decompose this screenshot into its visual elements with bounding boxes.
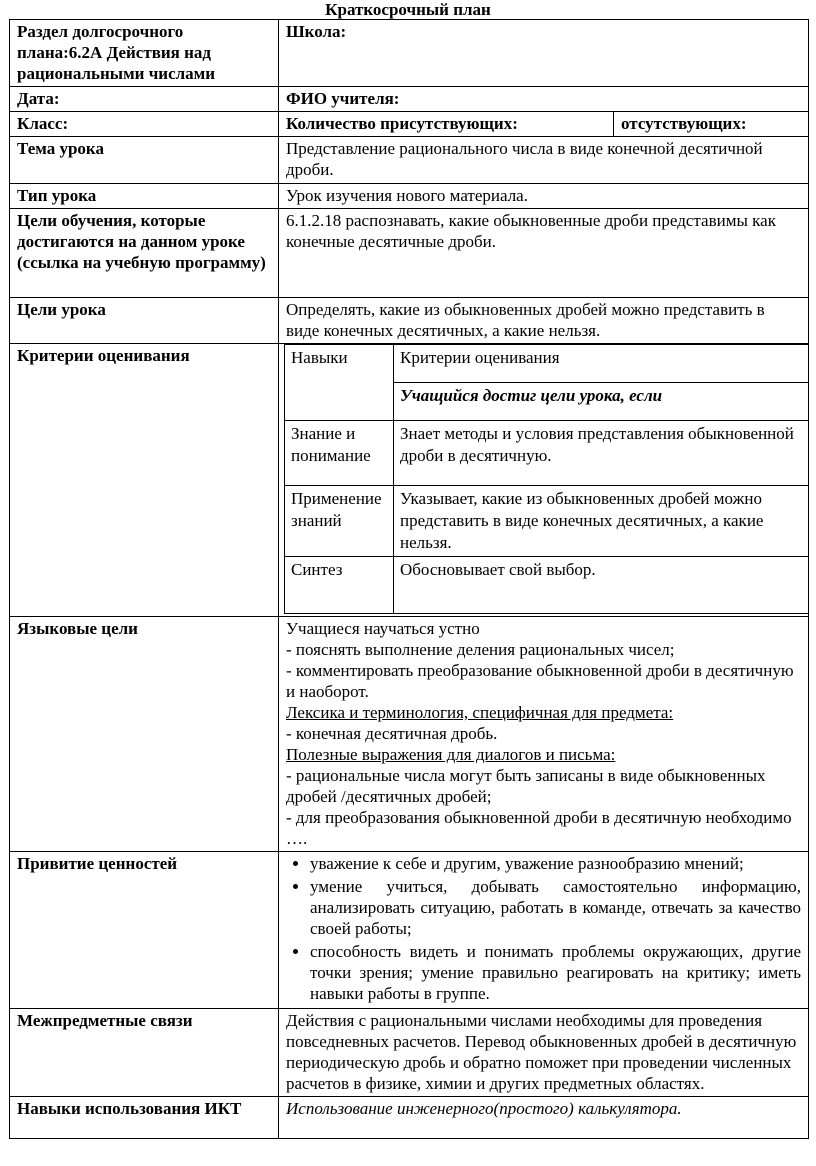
values-value (279, 852, 809, 1009)
criteria-label: Критерии оценивания (10, 344, 279, 617)
phrase-item: - для преобразования обыкновенной дроби в десятичную необходимо …. (286, 808, 792, 848)
values-item: • способность видеть и понимать проблемы окружающих, другие точки зрения; умение правильно реагировать на критику; иметь навыки работы в группе. (310, 941, 801, 1004)
criteria-cell (279, 344, 809, 617)
cross-label: Межпредметные связи (10, 1009, 279, 1097)
criteria-text: Указывает, какие из обыкновенных дробей можно представить в виде конечных десятичных, а какие нельзя. (394, 486, 809, 557)
row-type (10, 184, 809, 209)
type-value: Урок изучения нового материала. (279, 184, 809, 209)
language-value (279, 617, 809, 852)
criteria-row (285, 557, 809, 614)
criteria-text: Знает методы и условия представления обыкновенной дроби в десятичную. (394, 421, 809, 486)
criteria-skill: Знание и понимание (285, 421, 394, 486)
header-row-section (10, 20, 809, 87)
present-label: Количество присутствующих: (279, 112, 614, 137)
criteria-table (284, 344, 809, 614)
ict-label: Навыки использования ИКТ (10, 1097, 279, 1139)
cross-value: Действия с рациональными числами необходимы для проведения повседневных расчетов. Перевод обыкновенных дробей в десятичную периодическую дробь и обратно поможет при проведении численных расчетов в физике, химии и других предметных областях. (279, 1009, 809, 1097)
row-values (10, 852, 809, 1009)
row-topic (10, 137, 809, 184)
criteria-text: Обосновывает свой выбор. (394, 557, 809, 614)
values-item: • умение учиться, добывать самостоятельно информацию, анализировать ситуацию, работать в команде, отвечать за качество своей работы; (310, 876, 801, 939)
absent-label: отсутствующих: (614, 112, 809, 137)
row-cross (10, 1009, 809, 1097)
objectives-value: 6.1.2.18 распознавать, какие обыкновенные дроби представимы как конечные десятичные дроби. (279, 209, 809, 298)
vocab-heading: Лексика и терминология, специфичная для предмета: (286, 703, 674, 722)
topic-value: Представление рационального числа в виде конечной десятичной дроби. (279, 137, 809, 184)
document-title: Краткосрочный план (325, 0, 491, 19)
vocab-item: - конечная десятичная дробь. (286, 724, 498, 743)
date-label: Дата: (10, 87, 279, 112)
values-list (286, 853, 801, 1004)
criteria-header-row (285, 345, 809, 383)
class-label: Класс: (10, 112, 279, 137)
lesson-plan-table (9, 19, 809, 1139)
criteria-col-skills: Навыки (285, 345, 394, 421)
values-label: Привитие ценностей (10, 852, 279, 1009)
row-ict (10, 1097, 809, 1139)
row-objectives (10, 209, 809, 298)
criteria-subheader: Учащийся достиг цели урока, если (394, 383, 809, 421)
ict-value: Использование инженерного(простого) калькулятора. (279, 1097, 809, 1139)
criteria-col-criteria: Критерии оценивания (394, 345, 809, 383)
language-line: - комментировать преобразование обыкновенной дроби в десятичную и наоборот. (286, 661, 794, 701)
teacher-label: ФИО учителя: (279, 87, 809, 112)
criteria-row (285, 421, 809, 486)
lesson-goals-value: Определять, какие из обыкновенных дробей можно представить в виде конечных десятичных, а какие нельзя. (279, 298, 809, 344)
row-language (10, 617, 809, 852)
phrases-heading: Полезные выражения для диалогов и письма: (286, 745, 616, 764)
row-criteria (10, 344, 809, 617)
objectives-label: Цели обучения, которые достигаются на данном уроке (ссылка на учебную программу) (10, 209, 279, 298)
criteria-skill: Синтез (285, 557, 394, 614)
language-line: - пояснять выполнение деления рациональных чисел; (286, 640, 675, 659)
header-row-date (10, 87, 809, 112)
criteria-row (285, 486, 809, 557)
section-label: Раздел долгосрочного плана:6.2А Действия над рациональными числами (10, 20, 279, 87)
type-label: Тип урока (10, 184, 279, 209)
values-item: • уважение к себе и другим, уважение разнообразию мнений; (310, 853, 801, 874)
topic-label: Тема урока (10, 137, 279, 184)
header-row-class (10, 112, 809, 137)
lesson-goals-label: Цели урока (10, 298, 279, 344)
phrase-item: - рациональные числа могут быть записаны в виде обыкновенных дробей /десятичных дробей; (286, 766, 766, 806)
school-label: Школа: (279, 20, 809, 87)
language-line: Учащиеся научаться устно (286, 619, 480, 638)
criteria-skill: Применение знаний (285, 486, 394, 557)
row-lesson-goals (10, 298, 809, 344)
language-label: Языковые цели (10, 617, 279, 852)
